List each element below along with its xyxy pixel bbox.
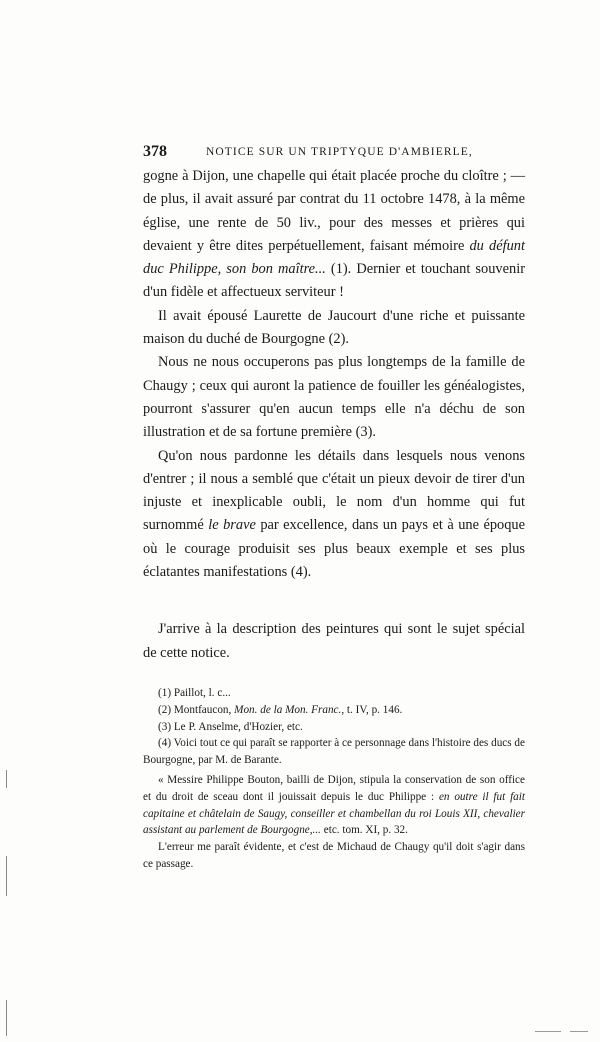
italic-title: Mon. de la Mon. Franc. — [234, 703, 342, 716]
text-run: par excellence, dans un pays et à une époque où le courage produisit ses plus beaux exemple et ses plus éclatantes manifestations (4). — [143, 517, 525, 581]
text-run: etc. tom. XI, p. 32. — [320, 824, 408, 837]
paragraph: J'arrive à la description des peintures qui sont le sujet spécial de cette notice. — [143, 621, 525, 661]
page-number: 378 — [143, 143, 167, 160]
text-run: , t. IV, p. 146. — [341, 703, 403, 716]
footnote-2 — [143, 702, 525, 719]
scan-bottom-mark — [535, 1031, 561, 1032]
body-text — [143, 165, 525, 665]
scan-margin-mark — [6, 856, 7, 896]
footnote-1: (1) Paillot, l. c... — [158, 686, 231, 699]
section-break — [143, 584, 525, 618]
italic-quote: du défunt duc Philippe, son bon maître... — [143, 237, 525, 278]
text-run: (2) Montfaucon, — [158, 703, 235, 716]
paragraph — [143, 445, 525, 585]
footnote-closing: L'erreur me paraît évidente, et c'est de Michaud de Chaugy qu'il doit s'agir dans ce passage. — [143, 841, 525, 870]
text-run: (1). Dernier et touchant souvenir d'un fidèle et affectueux serviteur ! — [143, 261, 525, 301]
text-run: gogne à Dijon, une chapelle qui était placée proche du cloître ; — de plus, il avait assuré par contrat du 11 octobre 1478, à la même église, une rente de 50 liv., pour des messes et prières qui devaient y être dites perpétuellement, faisant mémoire — [143, 168, 525, 254]
page-content — [143, 143, 525, 873]
footnotes — [143, 685, 525, 873]
italic-quote: en outre il fut fait capitaine et châtelain de Saugy, conseiller et chambellan du roi Louis XII, chevalier assistant au parlement de Bourgogne,... — [143, 790, 525, 837]
paragraph: Il avait épousé Laurette de Jaucourt d'une riche et puissante maison du duché de Bourgogne (2). — [143, 307, 525, 348]
text-run: « Messire Philippe Bouton, bailli de Dijon, stipula la conservation de son office et du droit de sceau dont il jouissait depuis le duc Philippe : — [143, 773, 525, 803]
paragraph-continuation — [143, 165, 525, 305]
scan-margin-mark — [6, 770, 7, 788]
footnote-4: (4) Voici tout ce qui paraît se rapporter à ce personnage dans l'histoire des ducs de Bourgogne, par M. de Barante. — [143, 737, 525, 767]
running-header — [143, 143, 525, 165]
text-run: Qu'on nous pardonne les détails dans lesquels nous venons d'entrer ; il nous a semblé que c'était un pieux devoir de tirer d'un injuste et inexplicable oubli, le nom d'un homme qui fut surnommé — [143, 447, 525, 534]
scan-bottom-mark — [570, 1031, 588, 1032]
footnote-quote — [143, 772, 525, 839]
running-title: NOTICE SUR UN TRIPTYQUE D'AMBIERLE, — [206, 146, 473, 158]
footnote-3: (3) Le P. Anselme, d'Hozier, etc. — [158, 720, 303, 733]
italic-phrase: le brave — [208, 517, 256, 534]
scan-margin-mark — [6, 1000, 7, 1036]
paragraph: Nous ne nous occuperons pas plus longtemps de la famille de Chaugy ; ceux qui auront la patience de fouiller les généalogistes, pourront s'assurer qu'en aucun temps elle n'a déchu de son illustration et de sa fortune première (3). — [143, 354, 525, 441]
